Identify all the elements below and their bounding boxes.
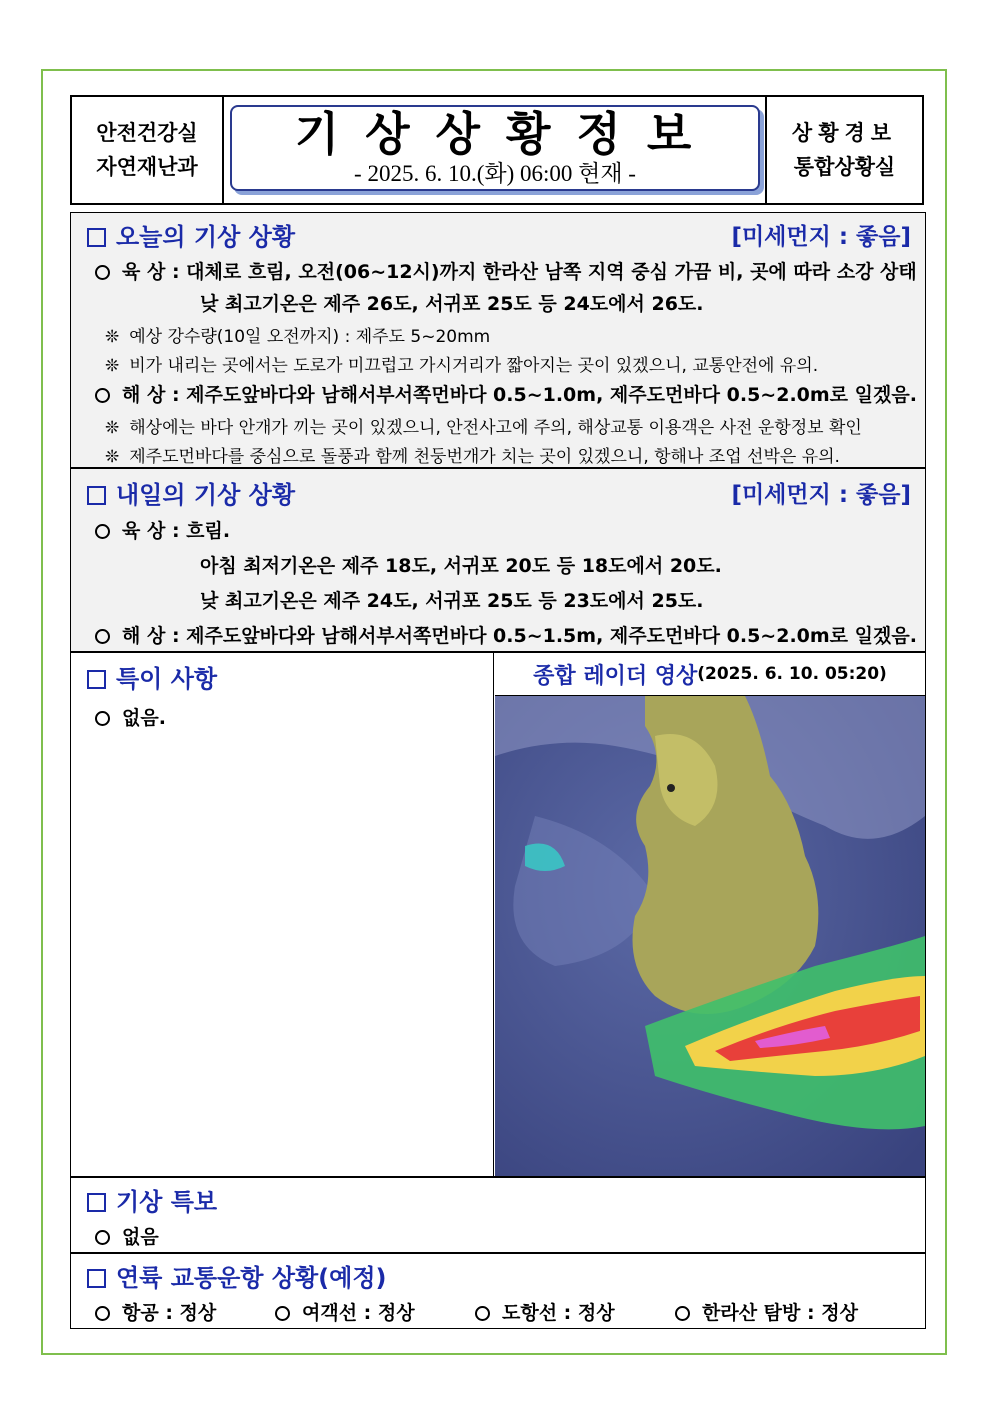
special-title: 특이 사항 [87,659,217,694]
section-divider [493,652,494,1177]
circle-bullet-icon [275,1306,290,1321]
circle-bullet-icon [95,1306,110,1321]
today-note4: ❊ 제주도먼바다를 중심으로 돌풍과 함께 천둥번개가 치는 곳이 있겠으니, 항해나 조업 선박은 유의. [105,447,840,467]
header [70,95,924,205]
today-note1: ❊ 예상 강수량(10일 오전까지) : 제주도 5~20mm [105,327,491,347]
today-note3: ❊ 해상에는 바다 안개가 끼는 곳이 있겠으니, 안전사고에 주의, 해상교통 이용객은 사전 운항정보 확인 [105,418,862,438]
report-date: - 2025. 6. 10.(화) 06:00 현재 - [354,161,636,186]
checkbox-icon [87,1269,106,1288]
tomorrow-land-line1: 육 상 : 흐림. [95,516,230,543]
radar-marker [667,784,675,792]
traffic-section [70,1253,926,1329]
header-office [765,97,922,203]
circle-bullet-icon [95,711,110,726]
traffic-title: 연륙 교통운항 상황(예정) [87,1258,387,1293]
circle-bullet-icon [95,524,110,539]
circle-bullet-icon [475,1306,490,1321]
circle-bullet-icon [95,629,110,644]
circle-bullet-icon [95,388,110,403]
traffic-item-island-ferry: 도항선 : 정상 [475,1298,615,1325]
office-line2: 통합상황실 [793,155,896,179]
department-line1: 안전건강실 [96,121,198,145]
today-land-line2: 낮 최고기온은 제주 26도, 서귀포 25도 등 24도에서 26도. [200,293,704,315]
office-line1: 상황경보 [791,121,898,145]
tomorrow-land-line3: 낮 최고기온은 제주 24도, 서귀포 25도 등 23도에서 25도. [200,590,704,612]
traffic-item-hallasan: 한라산 탐방 : 정상 [675,1298,858,1325]
radar-title: 종합 레이더 영상 (2025. 6. 10. 05:20) [495,653,925,696]
tomorrow-land-line2: 아침 최저기온은 제주 18도, 서귀포 20도 등 18도에서 20도. [200,555,722,577]
checkbox-icon [87,670,106,689]
tomorrow-section [70,468,926,652]
special-item: 없음. [95,703,166,730]
report-title: 기상상황정보 [294,107,718,161]
warning-item: 없음 [95,1222,159,1249]
today-sea-line: 해 상 : 제주도앞바다와 남해서부서쪽먼바다 0.5~1.0m, 제주도먼바다 0.5~2.0m로 일겠음. [95,380,917,407]
today-dust: [미세먼지 : 좋음] [731,224,911,250]
circle-bullet-icon [95,1230,110,1245]
circle-bullet-icon [675,1306,690,1321]
checkbox-icon [87,486,106,505]
warning-section [70,1177,926,1253]
radar-image [495,696,925,1176]
today-title: 오늘의 기상 상황 [87,217,295,252]
traffic-item-ferry: 여객선 : 정상 [275,1298,415,1325]
checkbox-icon [87,228,106,247]
department-line2: 자연재난과 [96,155,198,179]
checkbox-icon [87,1193,106,1212]
tomorrow-dust: [미세먼지 : 좋음] [731,482,911,508]
title-box [230,105,760,191]
tomorrow-sea-line: 해 상 : 제주도앞바다와 남해서부서쪽먼바다 0.5~1.5m, 제주도먼바다 0.5~2.0m로 일겠음. [95,621,917,648]
today-section [70,212,926,468]
tomorrow-title: 내일의 기상 상황 [87,475,295,510]
today-note2: ❊ 비가 내리는 곳에서는 도로가 미끄럽고 가시거리가 짧아지는 곳이 있겠으니, 교통안전에 유의. [105,356,819,376]
today-land-line1: 육 상 : 대체로 흐림, 오전(06~12시)까지 한라산 남쪽 지역 중심 가끔 비, 곳에 따라 소강 상태 [95,257,917,284]
warning-title: 기상 특보 [87,1182,217,1217]
circle-bullet-icon [95,265,110,280]
traffic-item-air: 항공 : 정상 [95,1298,216,1325]
header-department [72,97,224,203]
